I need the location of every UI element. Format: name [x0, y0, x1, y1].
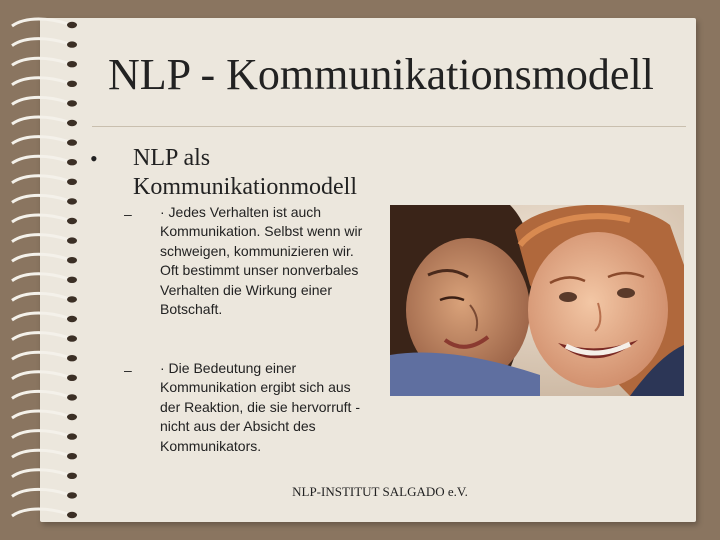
title-divider — [92, 126, 686, 127]
spiral-ring — [12, 156, 68, 163]
spiral-ring — [12, 470, 68, 477]
slide-title: NLP - Kommunikationsmodell — [108, 50, 654, 99]
binding-hole — [67, 414, 77, 420]
binding-hole — [67, 316, 77, 322]
spiral-ring — [12, 509, 68, 516]
sub-bullet-marker: – — [124, 206, 132, 222]
bullet-text: NLP als Kommunikationmodell — [133, 145, 357, 200]
binding-hole — [67, 453, 77, 459]
spiral-ring — [12, 176, 68, 183]
spiral-ring — [12, 333, 68, 340]
photo-woman-and-child — [390, 205, 684, 396]
spiral-ring — [12, 431, 68, 438]
spiral-ring — [12, 450, 68, 457]
spiral-ring — [12, 58, 68, 65]
binding-hole — [67, 237, 77, 243]
footer-text: NLP-INSTITUT SALGADO e.V. — [292, 484, 468, 499]
spiral-ring — [12, 313, 68, 320]
spiral-ring — [12, 372, 68, 379]
spiral-ring — [12, 195, 68, 202]
spiral-binding — [6, 8, 86, 528]
spiral-ring — [12, 352, 68, 359]
binding-hole — [67, 120, 77, 126]
binding-hole — [67, 473, 77, 479]
spiral-ring — [12, 137, 68, 144]
binding-hole — [67, 277, 77, 283]
binding-hole — [67, 22, 77, 28]
spiral-ring — [12, 39, 68, 46]
spiral-ring — [12, 489, 68, 496]
binding-hole — [67, 41, 77, 47]
binding-hole — [67, 335, 77, 341]
binding-hole — [67, 257, 77, 263]
binding-hole — [67, 492, 77, 498]
binding-hole — [67, 512, 77, 518]
spiral-ring — [12, 254, 68, 261]
binding-hole — [67, 159, 77, 165]
binding-hole — [67, 394, 77, 400]
binding-hole — [67, 179, 77, 185]
spiral-ring — [12, 78, 68, 85]
sub-bullet-marker: – — [124, 362, 132, 378]
binding-hole — [67, 355, 77, 361]
spiral-ring — [12, 117, 68, 124]
binding-hole — [67, 433, 77, 439]
binding-hole — [67, 218, 77, 224]
binding-hole — [67, 61, 77, 67]
spiral-ring — [12, 215, 68, 222]
spiral-ring — [12, 235, 68, 242]
spiral-ring — [12, 19, 68, 26]
binding-hole — [67, 81, 77, 87]
spiral-ring — [12, 411, 68, 418]
spiral-ring — [12, 97, 68, 104]
binding-hole — [67, 100, 77, 106]
bullet-marker: • — [90, 146, 98, 171]
binding-hole — [67, 296, 77, 302]
spiral-ring — [12, 293, 68, 300]
binding-hole — [67, 139, 77, 145]
spiral-ring — [12, 274, 68, 281]
sub-bullet-text-2: · Die Bedeutung einer Kommunikation ergibt sich aus der Reaktion, die sie hervorruft - nicht aus der Absicht des Kommunikators. — [160, 360, 360, 454]
binding-hole — [67, 375, 77, 381]
binding-hole — [67, 198, 77, 204]
spiral-ring — [12, 391, 68, 398]
sub-bullet-text-1: · Jedes Verhalten ist auch Kommunikation. Selbst wenn wir schweigen, kommunizieren wir. Oft bestimmt unser nonverbales Verhalten die Wirkung einer Botschaft. — [160, 204, 363, 318]
